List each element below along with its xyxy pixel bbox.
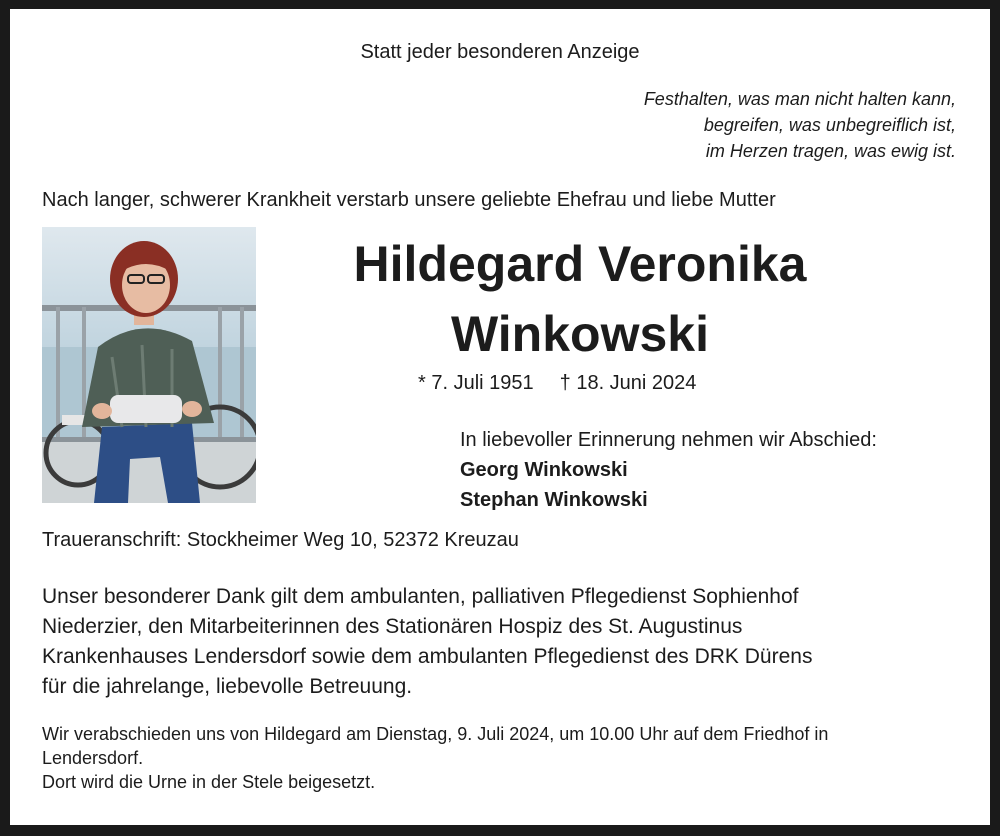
farewell-intro: In liebevoller Erinnerung nehmen wir Abschied:	[460, 429, 877, 451]
poem-line: begreifen, was unbegreiflich ist,	[703, 115, 956, 135]
mourners-block	[460, 425, 877, 515]
mourner-name: Georg Winkowski	[460, 459, 628, 481]
obituary-notice	[10, 9, 990, 825]
poem-line: Festhalten, was man nicht halten kann,	[643, 89, 956, 109]
birth-date: * 7. Juli 1951	[418, 372, 534, 394]
thanks-line: Krankenhauses Lendersdorf sowie dem ambulanten Pflegedienst des DRK Dürens	[42, 645, 813, 668]
funeral-line: Lendersdorf.	[42, 748, 144, 768]
notice-heading: Statt jeder besonderen Anzeige	[360, 41, 640, 63]
poem	[644, 86, 956, 164]
mourning-address: Traueranschrift: Stockheimer Weg 10, 52372 Kreuzau	[42, 529, 519, 551]
death-date: † 18. Juni 2024	[559, 372, 697, 394]
funeral-line: Wir verabschieden uns von Hildegard am Dienstag, 9. Juli 2024, um 10.00 Uhr auf dem Friedhof in	[42, 724, 829, 744]
poem-line: im Herzen tragen, was ewig ist.	[705, 141, 956, 161]
thanks-line: Unser besonderer Dank gilt dem ambulanten, palliativen Pflegedienst Sophienhof	[42, 585, 799, 608]
thanks-paragraph	[42, 582, 942, 702]
name-line-1: Hildegard Veronika	[353, 236, 807, 292]
funeral-info	[42, 722, 972, 794]
thanks-line: für die jahrelange, liebevolle Betreuung.	[42, 675, 413, 698]
name-line-2: Winkowski	[451, 306, 709, 362]
portrait-photo	[42, 227, 256, 503]
thanks-line: Niederzier, den Mitarbeiterinnen des Stationären Hospiz des St. Augustinus	[42, 615, 743, 638]
funeral-line: Dort wird die Urne in der Stele beigesetzt.	[42, 772, 376, 792]
intro-text: Nach langer, schwerer Krankheit verstarb unsere geliebte Ehefrau und liebe Mutter	[42, 189, 776, 211]
life-dates	[418, 372, 696, 395]
mourner-name: Stephan Winkowski	[460, 489, 648, 511]
